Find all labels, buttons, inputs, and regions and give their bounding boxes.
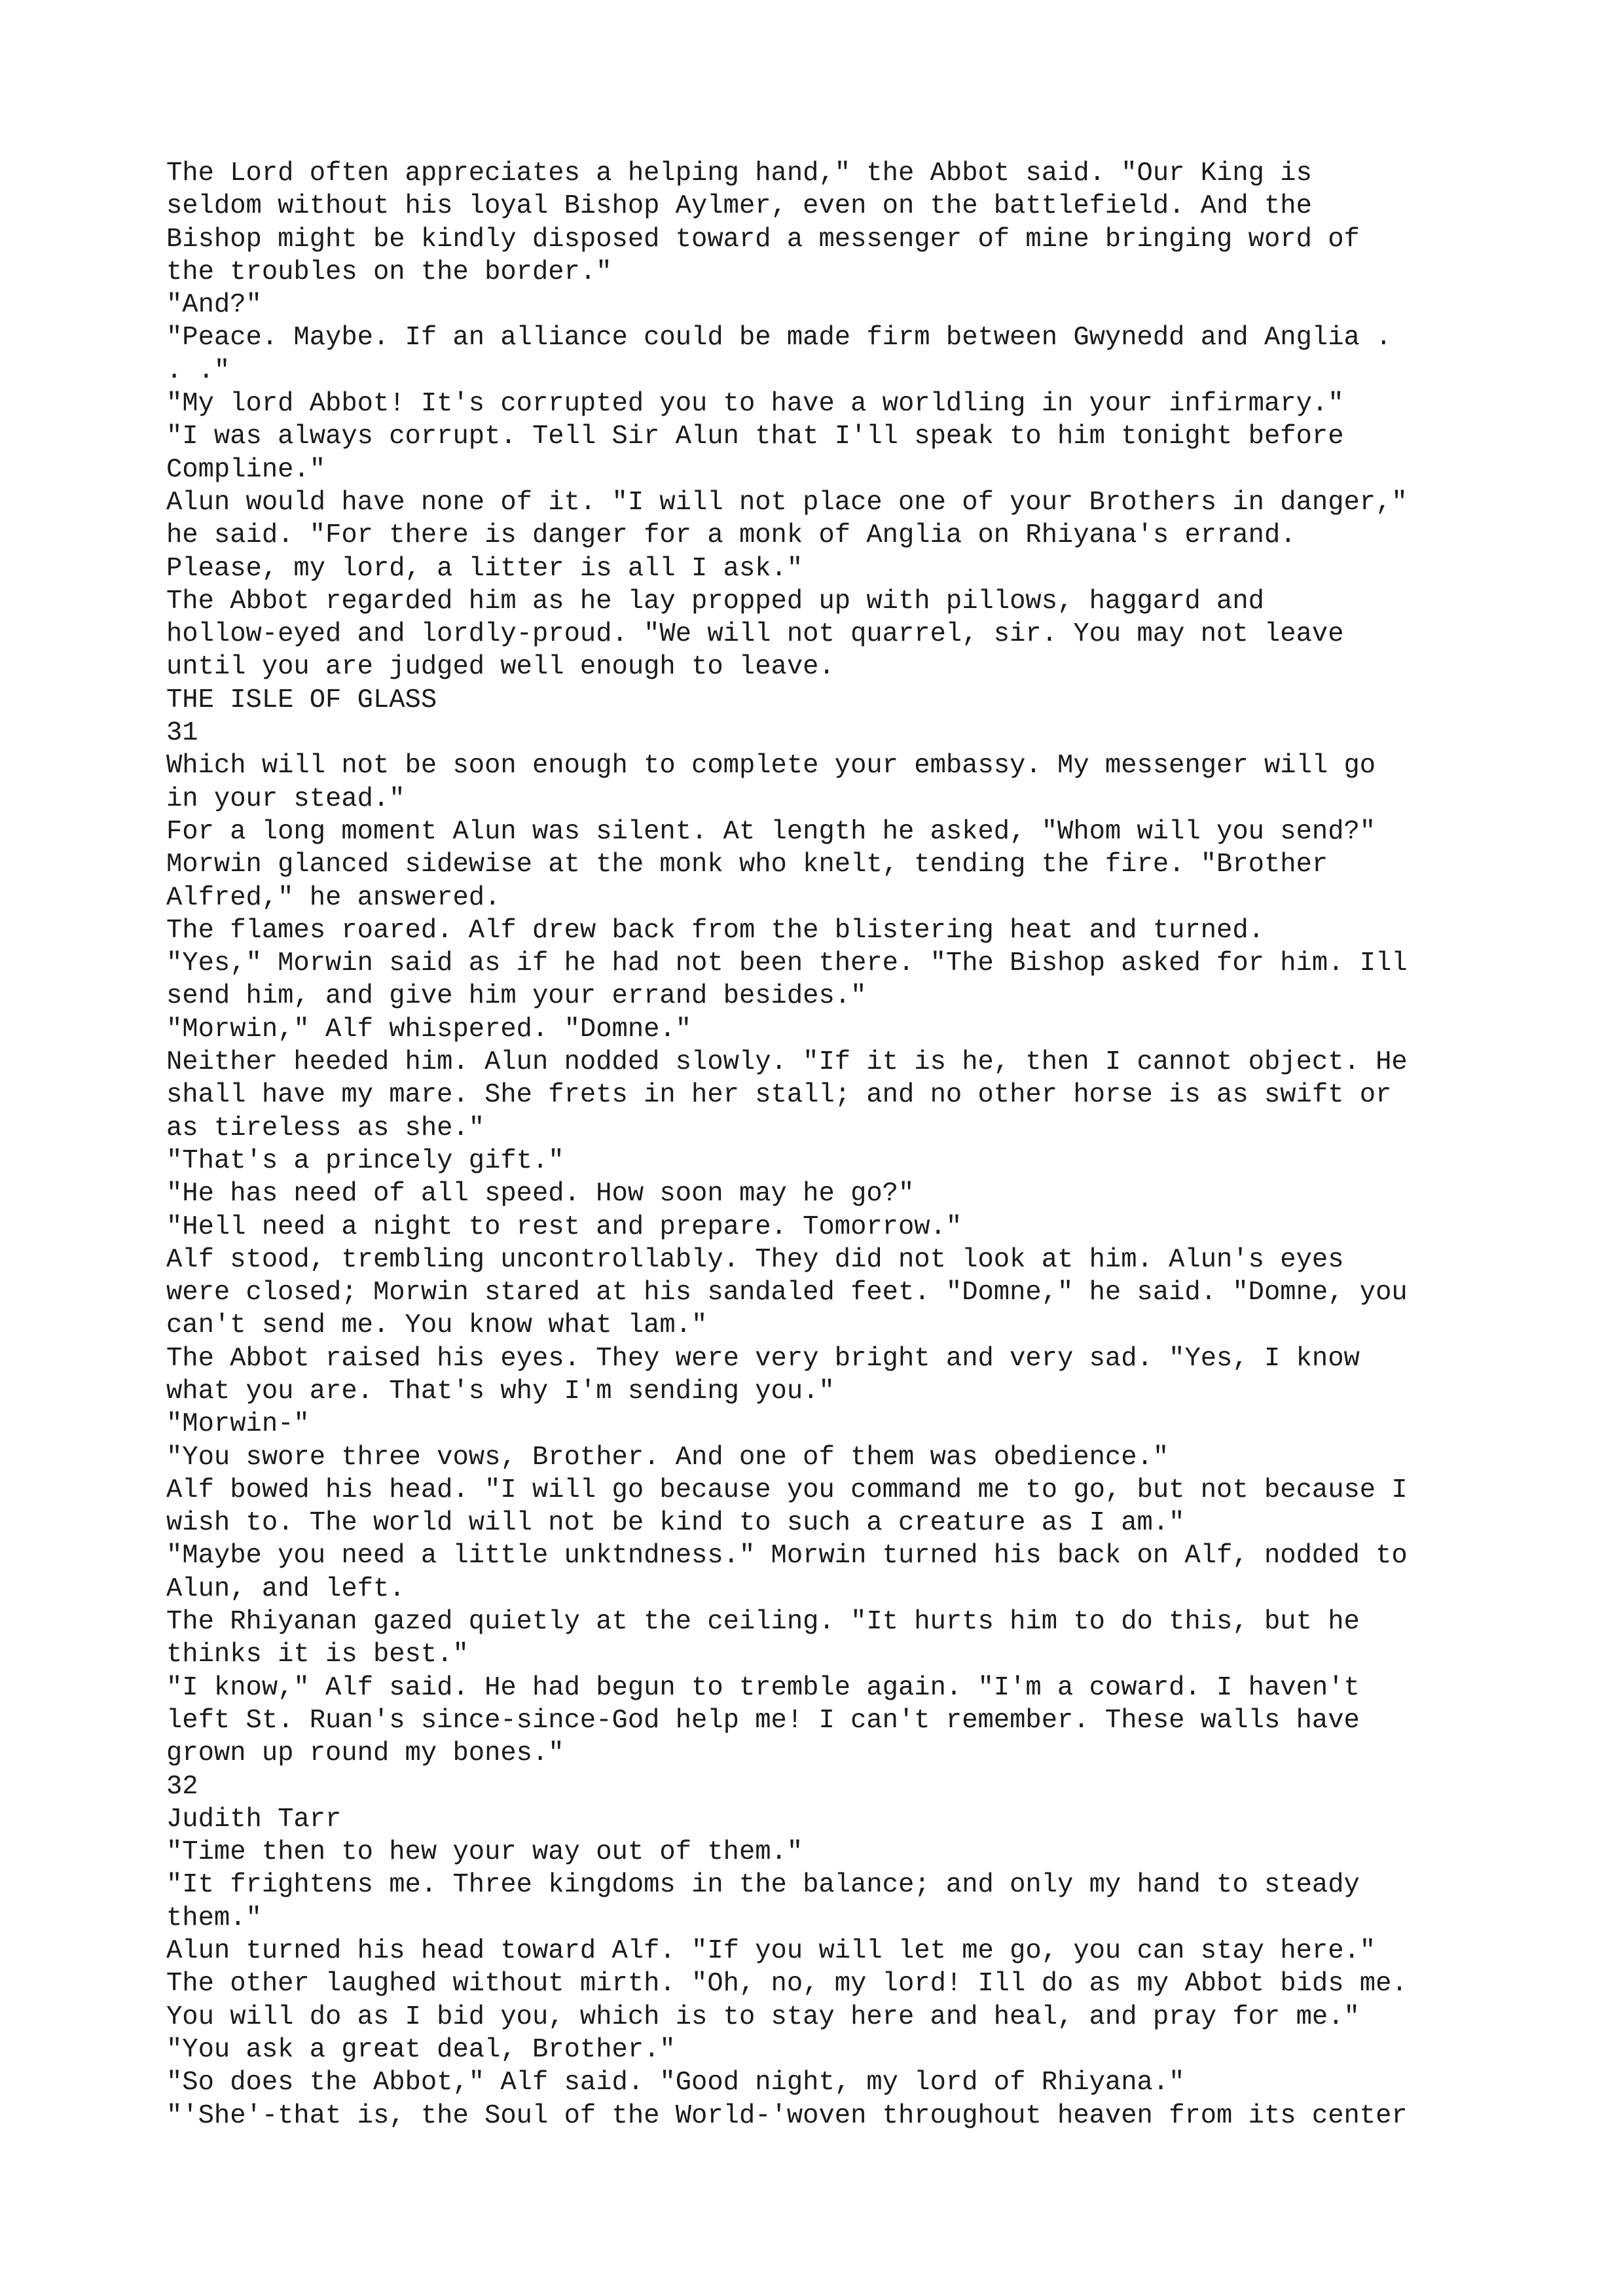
- text-line: Alf bowed his head. "I will go because you command me to go, but not because I: [166, 1475, 1408, 1505]
- text-line: Please, my lord, a litter is all I ask.": [166, 553, 803, 584]
- text-line: You will do as I bid you, which is to stay here and heal, and pray for me.": [166, 2001, 1360, 2032]
- text-line: "Morwin-": [166, 1409, 310, 1440]
- text-line: The Abbot raised his eyes. They were very bright and very sad. "Yes, I know: [166, 1343, 1360, 1374]
- body-text: [166, 157, 1476, 2132]
- text-line: "Time then to hew your way out of them.": [166, 1837, 803, 1868]
- text-line: thinks it is best.": [166, 1640, 469, 1670]
- text-line: send him, and give him your errand besides.": [166, 981, 867, 1012]
- text-line: grown up round my bones.": [166, 1738, 564, 1769]
- text-line: "He has need of all speed. How soon may he go?": [166, 1179, 915, 1210]
- text-line: "Morwin," Alf whispered. "Domne.": [166, 1014, 692, 1045]
- text-line: Judith Tarr: [166, 1804, 342, 1835]
- text-line: them.": [166, 1903, 262, 1933]
- text-line: Compline.": [166, 454, 326, 485]
- text-line: the troubles on the border.": [166, 257, 612, 287]
- text-line: were closed; Morwin stared at his sandaled feet. "Domne," he said. "Domne, you: [166, 1278, 1408, 1308]
- text-line: "It frightens me. Three kingdoms in the balance; and only my hand to steady: [166, 1870, 1360, 1901]
- text-line: left St. Ruan's since-since-God help me! I can't remember. These walls have: [166, 1705, 1360, 1736]
- text-line: The Lord often appreciates a helping hand," the Abbot said. "Our King is: [166, 158, 1312, 188]
- text-line: Neither heeded him. Alun nodded slowly. "If it is he, then I cannot object. He: [166, 1047, 1408, 1078]
- text-line: Alun, and left.: [166, 1573, 405, 1604]
- text-line: shall have my mare. She frets in her stall; and no other horse is as swift or: [166, 1080, 1392, 1111]
- text-line: 31: [166, 718, 198, 749]
- text-line: . .": [166, 355, 230, 386]
- text-line: wish to. The world will not be kind to such a creature as I am.": [166, 1508, 1185, 1539]
- text-line: "Peace. Maybe. If an alliance could be made firm between Gwynedd and Anglia .: [166, 323, 1392, 353]
- text-line: "Hell need a night to rest and prepare. Tomorrow.": [166, 1211, 962, 1242]
- text-line: "I know," Alf said. He had begun to tremble again. "I'm a coward. I haven't: [166, 1672, 1360, 1703]
- text-line: "That's a princely gift.": [166, 1145, 564, 1176]
- text-line: The flames roared. Alf drew back from the blistering heat and turned.: [166, 915, 1264, 946]
- text-line: hollow-eyed and lordly-proud. "We will not quarrel, sir. You may not leave: [166, 619, 1344, 650]
- text-line: he said. "For there is danger for a monk of Anglia on Rhiyana's errand.: [166, 520, 1296, 551]
- text-line: Alfred," he answered.: [166, 882, 501, 913]
- text-line: as tireless as she.": [166, 1113, 485, 1143]
- text-line: "You ask a great deal, Brother.": [166, 2034, 676, 2065]
- text-line: "And?": [166, 290, 262, 321]
- text-line: seldom without his loyal Bishop Aylmer, even on the battlefield. And the: [166, 191, 1312, 222]
- text-line: "My lord Abbot! It's corrupted you to have a worldling in your infirmary.": [166, 389, 1344, 420]
- text-line: "'She'-that is, the Soul of the World-'woven throughout heaven from its center: [166, 2100, 1408, 2131]
- text-line: The other laughed without mirth. "Oh, no, my lord! Ill do as my Abbot bids me.: [166, 1969, 1408, 2000]
- text-line: "So does the Abbot," Alf said. "Good night, my lord of Rhiyana.": [166, 2068, 1185, 2098]
- text-line: 32: [166, 1771, 198, 1802]
- text-line: can't send me. You know what lam.": [166, 1310, 708, 1341]
- text-line: Bishop might be kindly disposed toward a messenger of mine bringing word of: [166, 224, 1360, 255]
- text-line: "I was always corrupt. Tell Sir Alun that I'll speak to him tonight before: [166, 422, 1344, 452]
- text-line: what you are. That's why I'm sending you.": [166, 1376, 835, 1407]
- text-line: "Yes," Morwin said as if he had not been there. "The Bishop asked for him. Ill: [166, 948, 1408, 979]
- text-line: in your stead.": [166, 783, 405, 814]
- text-line: Alun turned his head toward Alf. "If you will let me go, you can stay here.": [166, 1936, 1376, 1967]
- text-line: Alf stood, trembling uncontrollably. They did not look at him. Alun's eyes: [166, 1244, 1344, 1275]
- text-line: THE ISLE OF GLASS: [166, 685, 437, 715]
- text-line: "You swore three vows, Brother. And one of them was obedience.": [166, 1442, 1169, 1473]
- text-line: For a long moment Alun was silent. At length he asked, "Whom will you send?": [166, 816, 1376, 847]
- text-line: Morwin glanced sidewise at the monk who knelt, tending the fire. "Brother: [166, 850, 1328, 880]
- text-line: Which will not be soon enough to complete your embassy. My messenger will go: [166, 751, 1376, 781]
- text-line: until you are judged well enough to leave.: [166, 652, 835, 683]
- text-line: The Rhiyanan gazed quietly at the ceiling. "It hurts him to do this, but he: [166, 1607, 1360, 1638]
- text-line: "Maybe you need a little unktndness." Morwin turned his back on Alf, nodded to: [166, 1541, 1408, 1571]
- text-line: Alun would have none of it. "I will not place one of your Brothers in danger,": [166, 487, 1408, 518]
- text-line: The Abbot regarded him as he lay propped up with pillows, haggard and: [166, 586, 1264, 617]
